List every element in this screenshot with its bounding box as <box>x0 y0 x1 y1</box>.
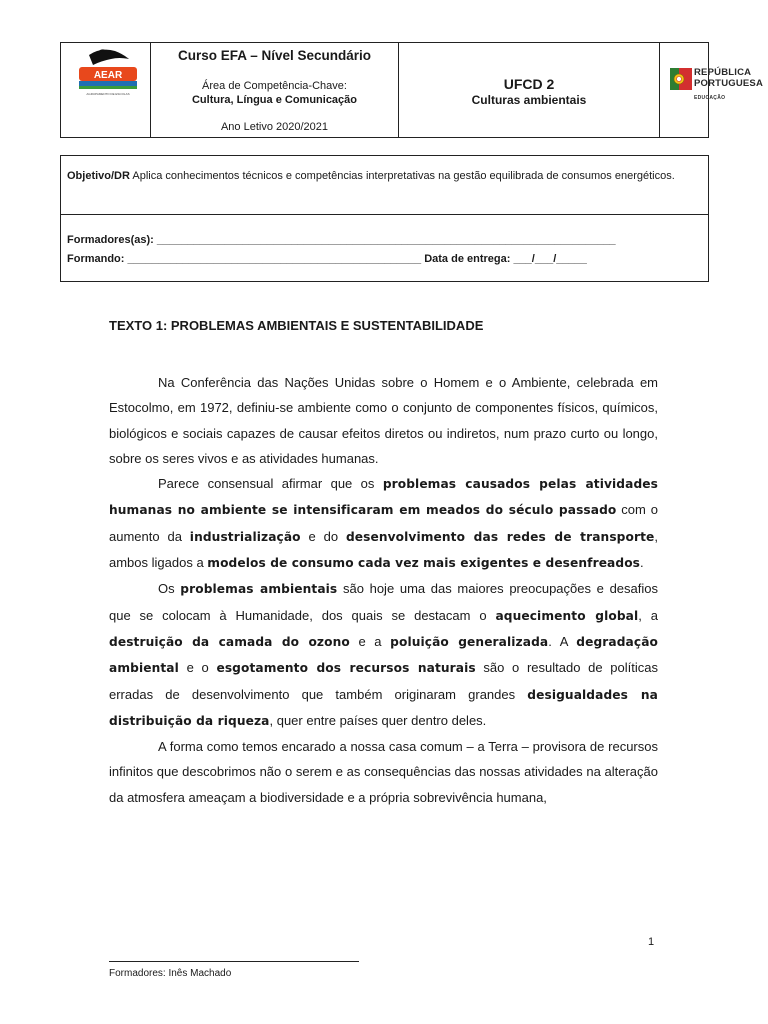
text-run: . A <box>548 633 577 649</box>
text-run: e do <box>300 528 346 544</box>
footer-rule <box>109 961 359 962</box>
course-title: Curso EFA – Nível Secundário <box>177 48 372 63</box>
objective-description: Aplica conhecimentos técnicos e competências interpretativas na gestão equilibrada de consumos energéticos. <box>129 170 675 182</box>
text-run: são o resultado de políticas erradas de desenvolvimento que também originaram grandes <box>109 660 658 702</box>
ufcd-name: Culturas ambientais <box>471 93 587 107</box>
competence-area-value: Cultura, Língua e Comunicação <box>191 94 358 106</box>
bold-phrase: esgotamento dos recursos naturais <box>216 661 476 676</box>
paragraph-1: Na Conferência das Nações Unidas sobre o Homem e o Ambiente, celebrada em Estocolmo, em 1972, definiu-se ambiente como o conjunto de componentes físicos, químicos, biológicos e sociais capazes de causar efeitos diretos ou indiretos, num prazo curto ou longo, sobre os seres vivos e as atividades humanas. <box>109 375 658 466</box>
republic-name <box>694 67 763 89</box>
text-run: Parece consensual afirmar que os <box>158 476 383 492</box>
bold-phrase: poluição generalizada <box>390 634 549 649</box>
paragraph-4: A forma como temos encarado a nossa casa comum – a Terra – provisora de recursos infinitos que descobrimos não o serem e as consequências das nossas atividades na alteração da atmosfera ameaçam a biodiversidade e a própria sobrevivência humana, <box>109 739 658 805</box>
school-logo-cell <box>61 43 151 137</box>
paragraph-3 <box>109 576 658 734</box>
page-number: 1 <box>648 936 655 948</box>
text-run: . <box>640 555 644 571</box>
header-table <box>60 42 764 138</box>
objective-text <box>67 166 700 186</box>
trainers-line: Formadores(as): ___________________________________________________________________________ <box>67 234 616 246</box>
text-run: com o aumento da <box>109 502 658 544</box>
bold-phrase: modelos de consumo cada vez mais exigentes e desenfreados <box>207 556 641 571</box>
course-cell <box>151 43 399 137</box>
ufcd-code: UFCD 2 <box>503 76 555 92</box>
republic-logo-cell <box>660 43 764 137</box>
text-run: Os <box>158 581 181 597</box>
school-year: Ano Letivo 2020/2021 <box>220 121 329 133</box>
school-logo <box>71 45 143 133</box>
bold-phrase: destruição da camada do ozono <box>109 634 350 649</box>
text-run: , ambos ligados a <box>109 528 659 571</box>
text-run: e a <box>349 633 391 649</box>
text-title: TEXTO 1: PROBLEMAS AMBIENTAIS E SUSTENTABILIDADE <box>109 318 484 333</box>
flag-icon <box>670 68 692 90</box>
republic-logo <box>670 65 762 105</box>
logo-text: AEAR <box>93 70 123 81</box>
republic-sub: EDUCAÇÃO <box>694 95 726 101</box>
text-run: , a <box>638 607 658 623</box>
bold-phrase: industrialização <box>189 529 301 544</box>
bold-phrase: aquecimento global <box>495 608 639 623</box>
republic-line1: REPÚBLICA <box>694 67 752 78</box>
text-run: são hoje uma das maiores preocupações e desafios que se colocam à Humanidade, dos quais se destacam o <box>109 581 658 623</box>
text-run: e o <box>178 660 217 676</box>
competence-area-label: Área de Competência-Chave: <box>202 80 347 92</box>
objective-label: Objetivo/DR <box>67 170 130 182</box>
footer-trainers: Formadores: Inês Machado <box>109 968 232 979</box>
bold-phrase: desigualdades na distribuição da riqueza <box>109 687 658 728</box>
logo-caption: AGRUPAMENTO DE ESCOLAS <box>86 92 130 96</box>
bold-phrase: degradação ambiental <box>109 634 658 676</box>
objective-divider <box>61 214 708 215</box>
trainee-line: Formando: ________________________________________________ Data de entrega: ___/___/_____ <box>67 253 587 265</box>
text-run: , quer entre países quer dentro deles. <box>269 712 487 728</box>
objective-box <box>60 155 709 282</box>
paragraph-2 <box>109 471 658 576</box>
bold-phrase: desenvolvimento das redes de transporte <box>345 529 655 544</box>
text-body <box>109 370 658 810</box>
bold-phrase: problemas causados pelas atividades humanas no ambiente se intensificaram em meados do século passado <box>109 477 658 518</box>
ufcd-cell <box>399 43 660 137</box>
bold-phrase: problemas ambientais <box>180 582 338 597</box>
republic-line2: PORTUGUESA <box>694 78 764 89</box>
